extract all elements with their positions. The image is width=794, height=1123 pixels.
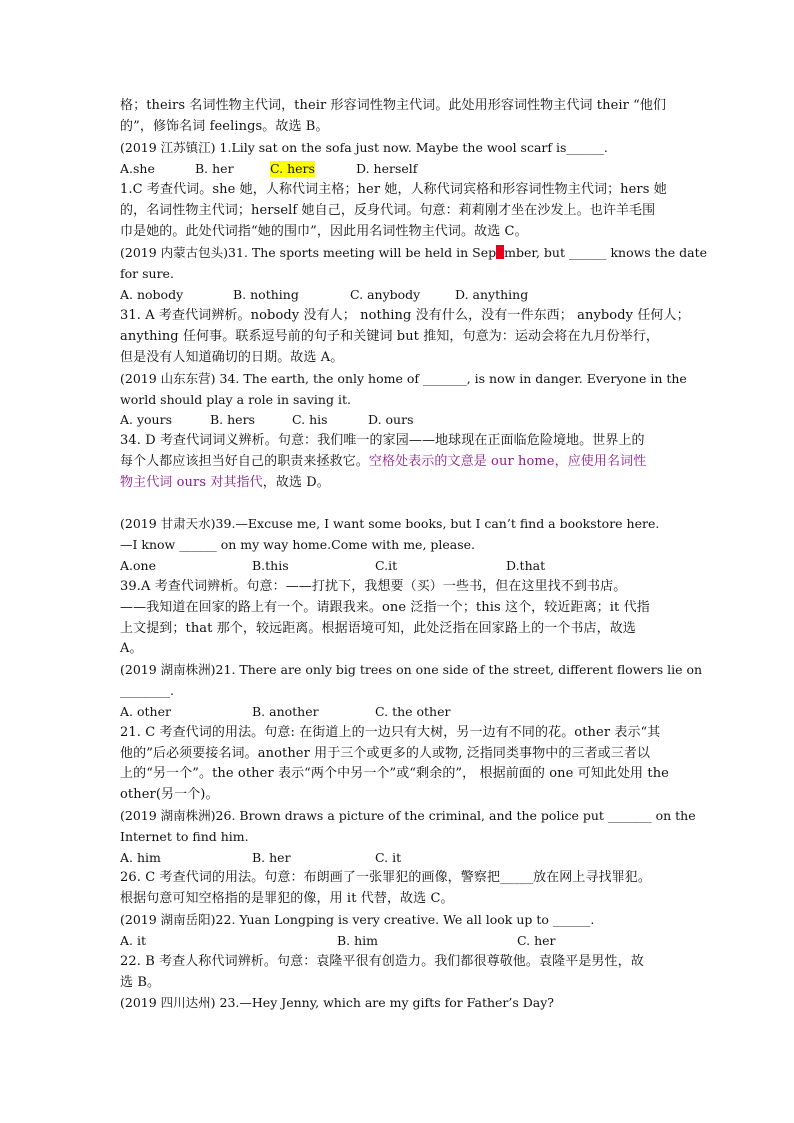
answer-line: anything 任何事。联系逗号前的句子和关键词 but 推知，句意为：运动会将在九月份举行， (120, 329, 660, 344)
option-a: A.she (120, 161, 155, 176)
question-line: (2019 湖南株洲)26. Brown draws a picture of the criminal, and the police put _______ on the (120, 808, 696, 823)
option-b: B. another (252, 704, 319, 719)
option-b: B.this (252, 558, 289, 573)
option-a: A. yours (120, 412, 173, 427)
question-line: ________. (120, 683, 174, 698)
option-c: C.it (375, 558, 398, 573)
answer-line: 上文提到；that 那个，较远距离。根据语境可知，此处泛指在回家路上的一个书店，故选 (120, 621, 636, 636)
answer-line: 巾是她的。此处代词指“她的围巾”，因此用名词性物主代词。故选 C。 (120, 224, 528, 239)
option-a: A. nobody (120, 287, 184, 302)
answer-line: 26. C 考查代词的用法。句意：布朗画了一张罪犯的画像，警察把_____放在网上寻找罪犯。 (120, 870, 651, 885)
text-line: 格；theirs 名词性物主代词，their 形容词性物主代词。此处用形容词性物主代词 their “他们 (120, 98, 667, 113)
question-text-part: (2019 内蒙古包头)31. The sports meeting will be held in Sep (120, 245, 497, 260)
option-a: A.one (120, 558, 156, 573)
answer-text-purple: 空格处表示的文意是 our home，应使用名词性 (368, 454, 647, 469)
option-b: B. her (195, 161, 234, 176)
option-c: C. it (375, 850, 402, 865)
answer-line: 34. D 考查代词词义辨析。句意：我们唯一的家园——地球现在正面临危险境地。世界上的 (120, 433, 645, 448)
answer-line: 1.C 考查代词。she 她，人称代词主格；her 她，人称代词宾格和形容词性物主代词；hers 她 (120, 182, 667, 197)
answer-line: 22. B 考查人称代词辨析。句意：袁隆平很有创造力。我们都很尊敬他。袁隆平是男性，故 (120, 954, 644, 969)
question-line: (2019 甘肃天水)39.—Excuse me, I want some books, but I can’t find a bookstore here. (120, 516, 660, 531)
option-c: C. his (292, 412, 328, 427)
answer-line: 选 B。 (120, 975, 161, 990)
question-line: (2019 四川达州) 23.—Hey Jenny, which are my gifts for Father’s Day? (120, 995, 555, 1010)
question-line: (2019 山东东营) 34. The earth, the only home of _______, is now in danger. Everyone in the (120, 371, 687, 386)
question-line: (2019 湖南株洲)21. There are only big trees on one side of the street, different flowers lie on (120, 662, 703, 677)
question-line: for sure. (120, 266, 174, 281)
option-a: A. other (120, 704, 171, 719)
answer-line: 上的“另一个”。the other 表示“两个中另一个”或“剩余的”， 根据前面的 one 可知此处用 the (120, 766, 669, 781)
answer-line: 根据句意可知空格指的是罪犯的像，用 it 代替，故选 C。 (120, 891, 454, 906)
answer-line: ——我知道在回家的路上有一个。请跟我来。one 泛指一个；this 这个，较近距离；it 代指 (120, 600, 650, 615)
question-line (120, 245, 708, 261)
answer-line (120, 454, 676, 470)
question-line: world should play a role in saving it. (120, 392, 351, 407)
answer-line: other(另一个)。 (120, 787, 219, 802)
option-c: C. her (517, 933, 556, 948)
option-d: D. ours (368, 412, 414, 427)
red-cursor-mark (496, 245, 504, 259)
question-line: Internet to find him. (120, 829, 249, 844)
answer-line: 但是没有人知道确切的日期。故选 A。 (120, 350, 344, 365)
option-a: A. him (120, 850, 161, 865)
option-b: B. nothing (233, 287, 299, 302)
question-line: —I know ______ on my way home.Come with me, please. (120, 537, 476, 552)
answer-line: 他的”后必须要接名词。another 用于三个或更多的人或物, 泛指同类事物中的三者或三者以 (120, 746, 651, 761)
option-c: C. anybody (350, 287, 421, 302)
option-c: C. the other (375, 704, 451, 719)
answer-line: 31. A 考查代词辨析。nobody 没有人； nothing 没有什么，没有一件东西； anybody 任何人； (120, 308, 690, 323)
question-line: (2019 湖南岳阳)22. Yuan Longping is very creative. We all look up to ______. (120, 912, 595, 927)
answer-text-purple: 物主代词 ours 对其指代 (120, 475, 263, 490)
option-d: D. herself (356, 161, 418, 176)
option-c-highlighted: C. hers (270, 161, 315, 176)
answer-line: 39.A 考查代词辨析。句意：——打扰下，我想要（买）一些书，但在这里找不到书店。 (120, 579, 627, 594)
option-b: B. her (252, 850, 291, 865)
answer-line: 的，名词性物主代词；herself 她自己，反身代词。句意：莉莉刚才坐在沙发上。也许羊毛围 (120, 203, 656, 218)
option-a: A. it (120, 933, 146, 948)
answer-text-part: 每个人都应该担当好自己的职责来拯救它。 (120, 454, 369, 469)
option-b: B. hers (210, 412, 255, 427)
answer-line (120, 475, 676, 491)
answer-line: A。 (120, 641, 143, 656)
question-text-part: mber, but ______ knows the date (504, 245, 708, 260)
answer-line: 21. C 考查代词的用法。句意: 在街道上的一边只有大树，另一边有不同的花。other 表示“其 (120, 725, 661, 740)
option-d: D. anything (455, 287, 529, 302)
answer-text-part: ，故选 D。 (262, 475, 330, 490)
option-d: D.that (506, 558, 546, 573)
option-b: B. him (337, 933, 379, 948)
question-line: (2019 江苏镇江) 1.Lily sat on the sofa just now. Maybe the wool scarf is______. (120, 140, 608, 155)
text-line: 的”，修饰名词 feelings。故选 B。 (120, 119, 329, 134)
